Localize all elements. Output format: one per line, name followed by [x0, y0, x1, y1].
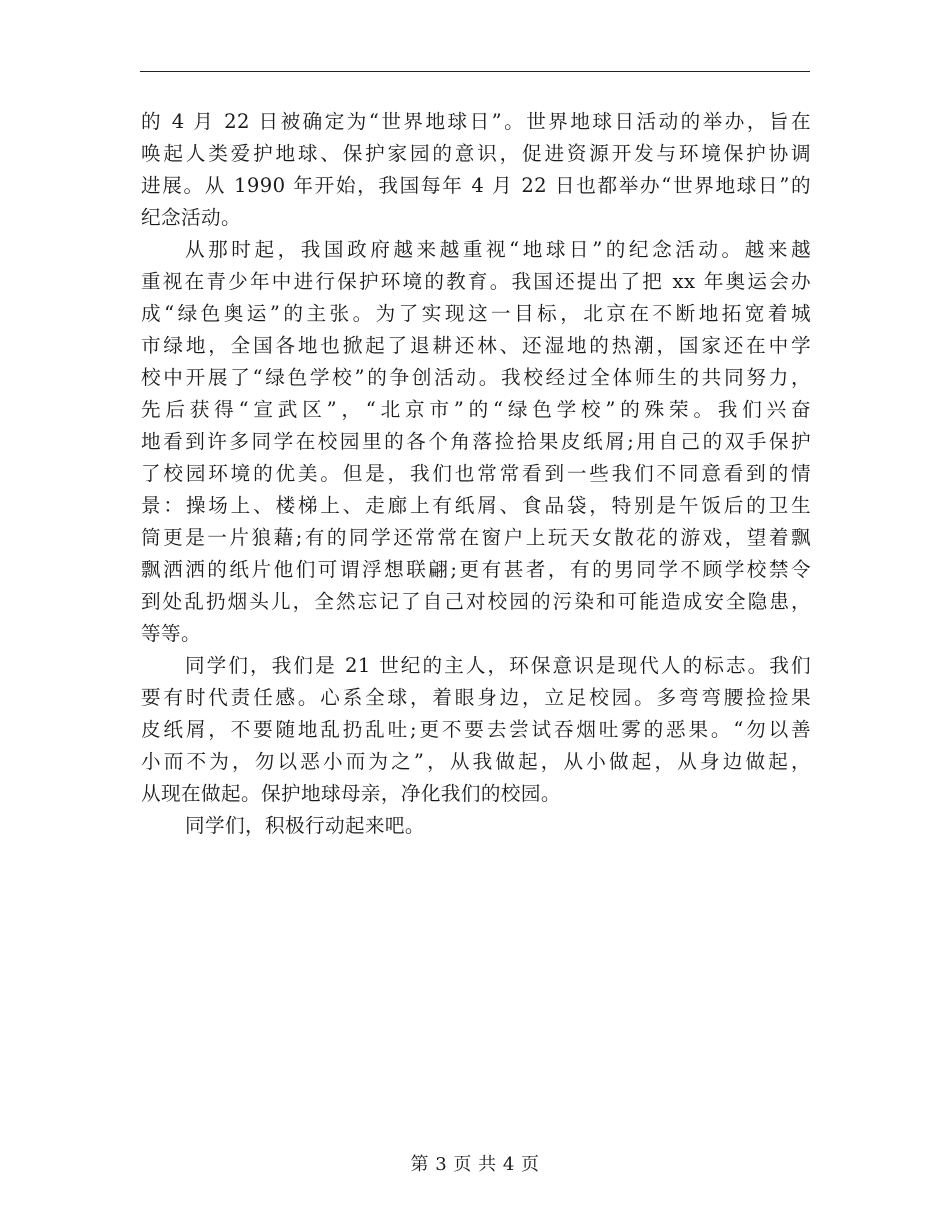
text-line: 的 4 月 22 日被确定为“世界地球日”。世界地球日活动的举办，旨在 — [141, 110, 811, 133]
text-line: 进展。从 1990 年开始，我国每年 4 月 22 日也都举办“世界地球日”的 — [141, 174, 811, 197]
text-line: 地看到许多同学在校园里的各个角落捡拾果皮纸屑;用自己的双手保护 — [141, 430, 811, 453]
text-line: 先后获得“宣武区”，“北京市”的“绿色学校”的殊荣。我们兴奋 — [141, 398, 811, 421]
document-body — [141, 106, 811, 842]
text-line: 从现在做起。保护地球母亲，净化我们的校园。 — [141, 782, 561, 805]
text-line: 小而不为，勿以恶小而为之”，从我做起，从小做起，从身边做起， — [141, 750, 811, 773]
text-line: 筒更是一片狼藉;有的同学还常常在窗户上玩天女散花的游戏，望着飘 — [141, 526, 811, 549]
text-line: 要有时代责任感。心系全球，着眼身边，立足校园。多弯弯腰捡捡果 — [141, 686, 811, 709]
text-line: 唤起人类爱护地球、保护家园的意识，促进资源开发与环境保护协调 — [141, 142, 811, 165]
text-line: 飘洒洒的纸片他们可谓浮想联翩;更有甚者，有的男同学不顾学校禁令 — [141, 558, 811, 581]
header-rule — [140, 71, 810, 72]
text-line: 校中开展了“绿色学校”的争创活动。我校经过全体师生的共同努力， — [141, 366, 811, 389]
text-line: 重视在青少年中进行保护环境的教育。我国还提出了把 xx 年奥运会办 — [141, 270, 811, 293]
page-number-footer: 第 3 页 共 4 页 — [410, 1154, 540, 1175]
text-line: 皮纸屑，不要随地乱扔乱吐;更不要去尝试吞烟吐雾的恶果。“勿以善 — [141, 718, 811, 741]
text-line: 纪念活动。 — [141, 206, 241, 229]
text-line: 到处乱扔烟头儿，全然忘记了自己对校园的污染和可能造成安全隐患， — [141, 590, 811, 613]
paragraph-first-line: 从那时起，我国政府越来越重视“地球日”的纪念活动。越来越 — [185, 238, 811, 261]
text-line: 成“绿色奥运”的主张。为了实现这一目标，北京在不断地拓宽着城 — [141, 302, 811, 325]
text-line: 了校园环境的优美。但是，我们也常常看到一些我们不同意看到的情 — [141, 462, 811, 485]
paragraph-first-line: 同学们，积极行动起来吧。 — [185, 814, 425, 837]
paragraph-first-line: 同学们，我们是 21 世纪的主人，环保意识是现代人的标志。我们 — [185, 654, 811, 677]
text-line: 等等。 — [141, 622, 201, 645]
text-line: 市绿地，全国各地也掀起了退耕还林、还湿地的热潮，国家还在中学 — [141, 334, 811, 357]
text-line: 景：操场上、楼梯上、走廊上有纸屑、食品袋，特别是午饭后的卫生 — [141, 494, 811, 517]
